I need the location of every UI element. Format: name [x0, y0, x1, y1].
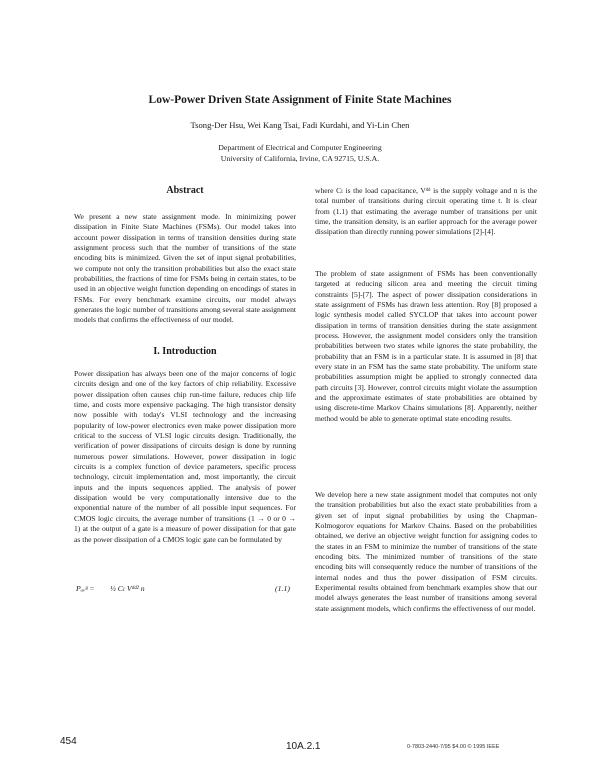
equation-1-1: [74, 582, 296, 598]
equation-lhs: Pₐᵥᵍ =: [76, 584, 95, 593]
right-paragraph-2: The problem of state assignment of FSMs has been conventionally targeted at reducing silicon area and meeting the circuit timing constraints [5]-[7]. The aspect of power dissipation considerations in state assignment of FSMs has drawn less attention. Roy [8] proposed a logic synthesis model called SYCLOP that takes into account power dissipation in terms of transition densities during the state assignment process. However, the assignment model considers only the transition probabilities between two states while ignores the state probability, the probability that an FSM is in a particular state. It is assumed in [8] that every state in an FSM has the same state probability. The uniform state probabilities assumption might be applied to strongly connected data path circuits [3]. However, control circuits might violate the assumption and the approximate estimates of state probabilities are obtained by using discrete-time Markov Chains simulations [8]. Apparently, neither method would be able to generate optimal state encoding results.: [315, 269, 537, 423]
intro-continued-para-2: [315, 269, 537, 424]
affiliation-department: Department of Electrical and Computer Engineering: [218, 143, 382, 152]
equation-rhs: ½ Cₗ Vᵈᵈ² n: [110, 584, 145, 593]
intro-continued-para-3: [315, 490, 537, 614]
introduction-text-block: [74, 369, 296, 545]
abstract-text-block: [74, 212, 296, 326]
paper-title: Low-Power Driven State Assignment of Finite State Machines: [148, 94, 452, 106]
equation-number: (1.1): [275, 584, 290, 593]
author-list: Tsong-Der Hsu, Wei Kang Tsai, Fadi Kurdahi, and Yi-Lin Chen: [190, 120, 410, 130]
session-code: 10A.2.1: [286, 741, 321, 752]
abstract-text: We present a new state assignment mode. In minimizing power dissipation in Finite State Machines (FSMs). Our model takes into account power dissipation in terms of transition densities during state assignment process such that the number of transitions of the state encoding bits is minimized. Given the set of input signal probabilities, we compute not only the transition probabilities but also the exact state probabilities, the fractions of time for FSMs being in certain states, to be used in an objective weight function depending on encodings of states in FSMs. For every benchmark examine circuits, our model always generates the logic number of transitions among several state assignment models that confirms the effectiveness of our model.: [74, 212, 296, 325]
copyright-notice: 0-7803-2440-7/95 $4.00 © 1995 IEEE: [407, 744, 500, 750]
page-number: 454: [60, 736, 77, 747]
abstract-section: [74, 186, 296, 196]
right-paragraph-1: where Cₗ is the load capacitance, Vᵈᵈ is the supply voltage and n is the total number of transitions during circuit operating time t. It is clear from (1.1) that estimating the average number of transitions per unit time, the transition density, is an earlier approach for the average power dissipation than directly running power simulations [2]-[4].: [315, 186, 537, 237]
introduction-heading: I. Introduction: [153, 346, 217, 357]
affiliation: [0, 142, 600, 164]
introduction-text: Power dissipation has always been one of the major concerns of logic circuits design and one of the key factors of chip reliability. Excessive power dissipation often causes chip run-time failure, reduces chip life time, and costs more expensive packaging. The high transistor density now possible with today's VLSI technology and the increasing popularity of low-power electronics even make power dissipation more critical to the success of VLSI logic circuits design. Traditionally, the verification of power dissipations of circuits design is done by running numerous power simulations. However, power dissipation in logic circuits is a complex function of device parameters, specific process technology, circuit implementation and, most importantly, the circuit inputs and the inputs sequences applied. The analysis of power dissipation would be very computationally intensive due to the exponential nature of the number of all possible input sequences. For CMOS logic circuits, the average number of transitions (1 → 0 or 0 → 1) at the output of a gate is a measure of power dissipation for that gate as the power dissipation of a CMOS logic gate can be formulated by: [74, 369, 296, 544]
intro-continued-para-1: [315, 186, 537, 238]
abstract-heading: Abstract: [166, 185, 204, 196]
introduction-heading-block: [74, 347, 296, 357]
right-paragraph-3: We develop here a new state assignment model that computes not only the transition probabilities but also the exact state probabilities from a given set of input signal probabilities by using the Chapman-Kolmogorov equations for Markov Chains. Based on the probabilities obtained, we derive an objective weight function for assigning codes to the states in an FSM to minimize the number of transitions of the state encoding bits. The minimized number of transitions of the state encoding bits will consequently reduce the number of transitions of the internal nodes and thus the power dissipation of FSM circuits. Experimental results obtained from benchmark examples show that our model always generates the least number of transitions among several state assignment models, which confirms the effectiveness of our model.: [315, 490, 537, 613]
affiliation-university: University of California, Irvine, CA 92715, U.S.A.: [220, 154, 380, 163]
